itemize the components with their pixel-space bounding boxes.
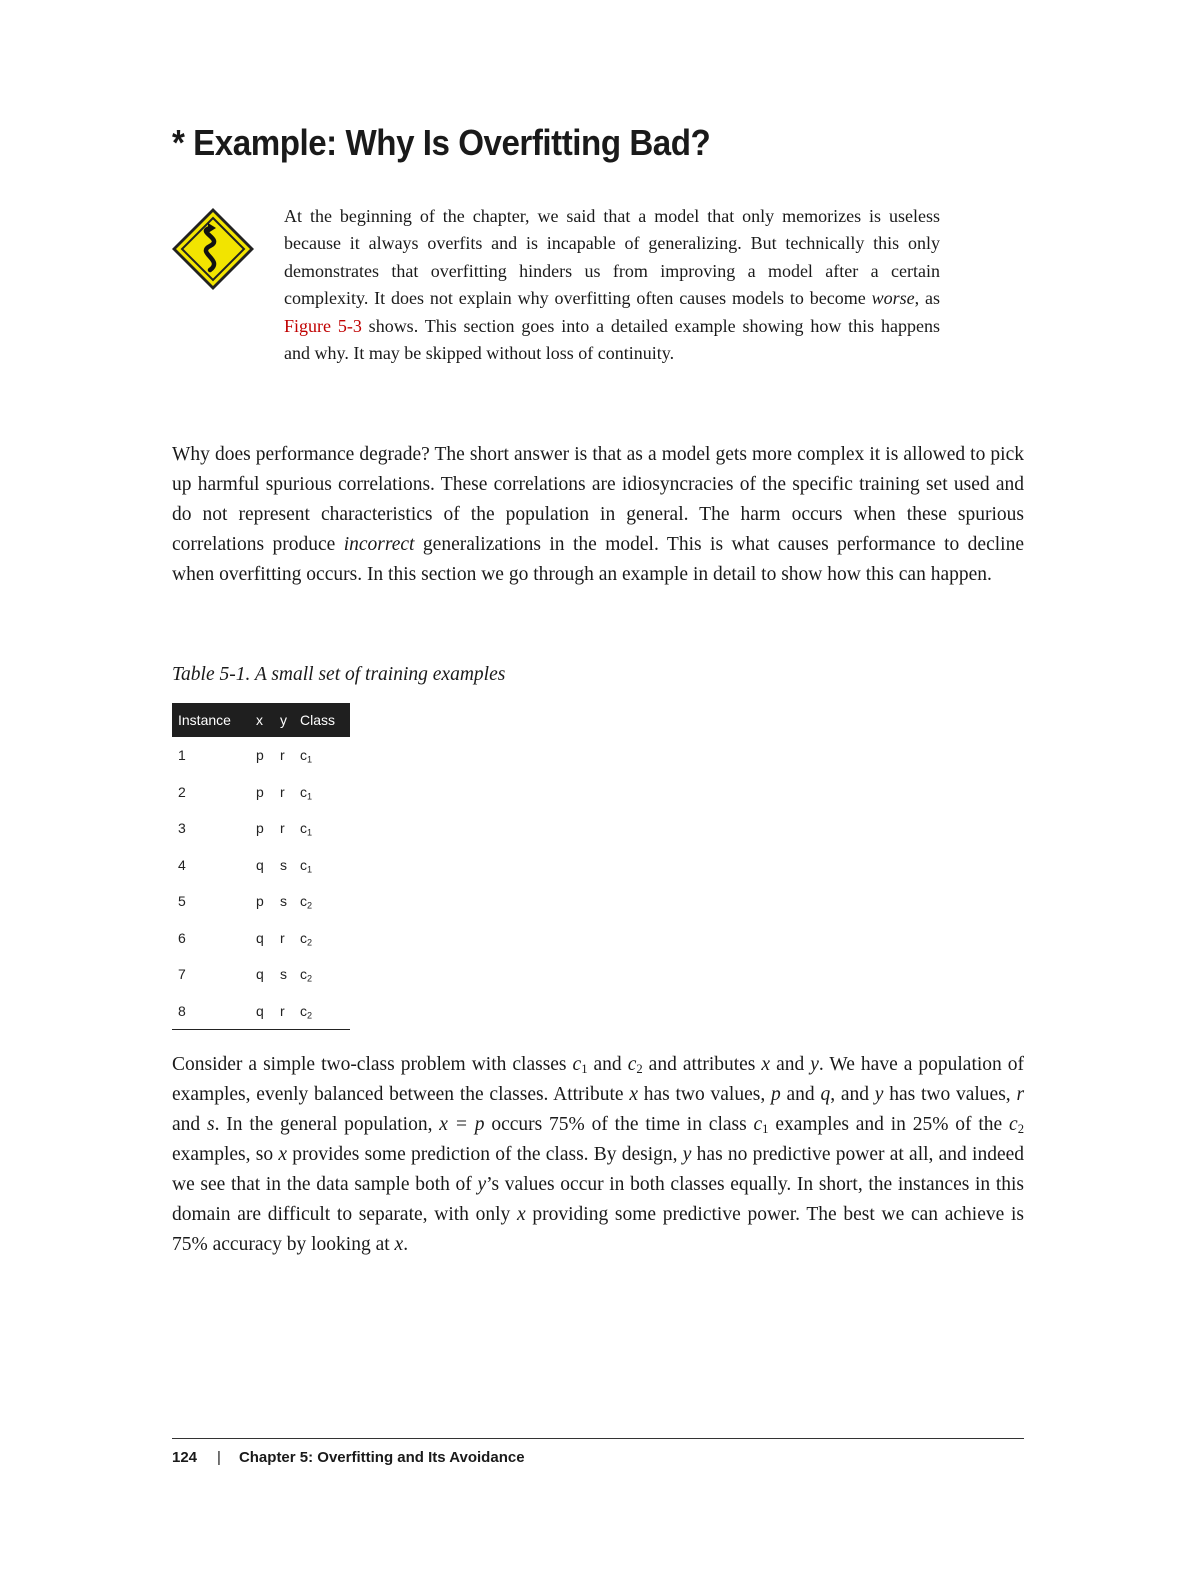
cell-x: p (256, 747, 264, 764)
cell-x: p (256, 783, 264, 800)
cell-y: r (280, 783, 285, 800)
cell-x: q (256, 966, 264, 983)
header-class: Class (300, 703, 350, 737)
cell-x: q (256, 993, 280, 1030)
figure-5-3-link[interactable]: Figure 5-3 (284, 315, 362, 336)
table-header-row (172, 703, 350, 737)
cell-y: r (280, 820, 285, 837)
cell-y: s (280, 856, 287, 873)
header-y: y (280, 703, 300, 737)
table-row (172, 956, 350, 993)
cell-class: $c_2$ (300, 929, 313, 948)
cell-instance: 1 (178, 747, 186, 764)
cell-x: p (256, 893, 264, 910)
warning-callout: At the beginning of the chapter, we said that a model that only memorizes is useless because it always overfits and is incapable of generalizing. But technically this only demonstrates that overfitting hinders us from improving a model after a certain complexity. It does not explain why overfitting often causes models to become worse, as Figure 5-3 shows. This section goes into a detailed example showing how this happens and why. It may be skipped without loss of continuity. (284, 206, 941, 364)
table-row (172, 774, 350, 811)
chapter-title: Chapter 5: Overfitting and Its Avoidance (238, 1449, 525, 1466)
cell-class: $c_2$ (300, 993, 350, 1030)
cell-class: $c_2$ (300, 893, 313, 911)
cell-x: p (256, 820, 264, 837)
table-row (172, 993, 350, 1030)
page-footer (172, 1449, 525, 1466)
table-row (172, 847, 350, 884)
cell-instance: 7 (178, 966, 186, 983)
cell-instance: 8 (172, 993, 256, 1030)
cell-class: $c_1$ (300, 747, 313, 765)
paragraph-why-degrade: Why does performance degrade? The short answer is that as a model gets more complex it is allowed to pick up harmful spurious correlations. These correlations are idiosyncracies of the specific training set used and do not represent characteristics of the population in general. The harm occurs when these spurious correlations produce incorrect generalizations in the model. This is what causes performance to decline when overfitting occurs. In this section we go through an example in detail to show how this can happen. (172, 444, 1024, 585)
table-row (172, 810, 350, 847)
cell-instance: 6 (178, 929, 186, 946)
cell-class: $c_1$ (300, 783, 313, 802)
winding-road-sign-icon (170, 206, 256, 292)
table-row (172, 920, 350, 957)
cell-class: $c_1$ (300, 820, 313, 838)
header-instance: Instance (172, 703, 256, 737)
cell-instance: 3 (178, 820, 186, 837)
header-x: x (256, 703, 280, 737)
table-row (172, 737, 350, 774)
paragraph-two-class-problem: Consider a simple two-class problem with classes $c_1$ and $c_2$ and attributes x and y. We have a population of examples, evenly balanced between the classes. Attribute x has two values, p and q, and y has two values, r and s. In the general population, x = p occurs 75% of the time in class $c_1$ examples and in 25% of the $c_2$ examples, so x provides some prediction of the class. By design, y has no predictive power at all, and indeed we see that in the data sample both of y’s values occur in both classes equally. In short, the instances in this domain are difficult to separate, with only x providing some predictive power. The best we can achieve is 75% accuracy by looking at x. (172, 1054, 1025, 1255)
cell-y: s (280, 893, 287, 910)
cell-instance: 5 (178, 893, 186, 910)
cell-y: r (280, 993, 300, 1030)
footer-separator: | (217, 1449, 221, 1466)
cell-y: s (280, 966, 287, 983)
section-title: * Example: Why Is Overfitting Bad? (172, 122, 711, 163)
footer-rule (172, 1438, 1024, 1439)
cell-instance: 4 (178, 856, 186, 873)
cell-class: $c_2$ (300, 966, 313, 984)
cell-class: $c_1$ (300, 856, 313, 875)
cell-x: q (256, 856, 264, 873)
training-examples-table (172, 703, 350, 1030)
page-number: 124 (172, 1449, 198, 1466)
cell-y: r (280, 929, 285, 946)
table-row (172, 883, 350, 920)
cell-x: q (256, 929, 264, 946)
table-caption: Table 5-1. A small set of training examples (172, 664, 506, 685)
cell-instance: 2 (178, 783, 186, 800)
cell-y: r (280, 747, 285, 764)
